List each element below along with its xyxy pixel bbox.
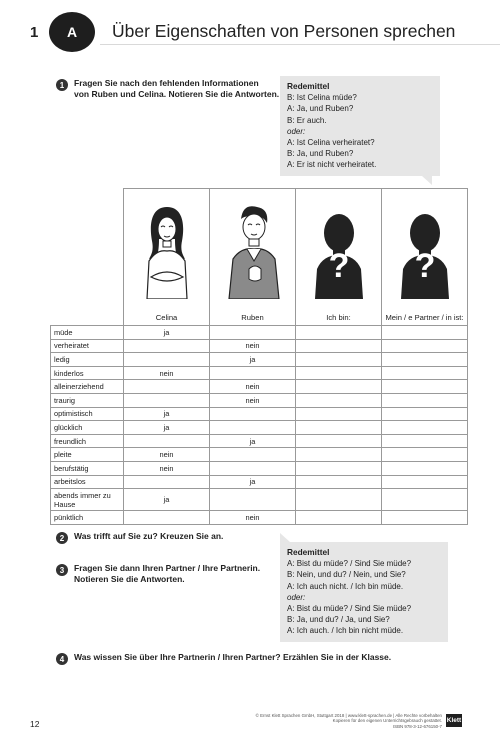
table-row <box>51 448 468 462</box>
row-label: pleite <box>51 448 124 462</box>
cell-partner[interactable] <box>382 393 468 407</box>
row-label: müde <box>51 326 124 340</box>
cell-celina <box>124 380 210 394</box>
task-instruction: Fragen Sie dann Ihren Partner / Ihre Partnerin. Notieren Sie die Antworten. <box>74 563 261 584</box>
page-title: Über Eigenschaften von Personen sprechen <box>112 21 456 41</box>
cell-partner[interactable] <box>382 489 468 511</box>
task-instruction: Was wissen Sie über Ihre Partnerin / Ihren Partner? Erzählen Sie in der Klasse. <box>74 652 392 662</box>
cell-ich[interactable] <box>296 461 382 475</box>
cell-ich[interactable] <box>296 353 382 367</box>
cell-ich[interactable] <box>296 393 382 407</box>
column-header-partner: Mein / e Partner / in ist: <box>382 311 468 326</box>
row-label: kinderlos <box>51 366 124 380</box>
row-label: berufstätig <box>51 461 124 475</box>
cell-ich[interactable] <box>296 475 382 489</box>
cell-celina <box>124 511 210 525</box>
properties-table <box>50 188 468 525</box>
chapter-number: 1 <box>30 24 39 41</box>
cell-partner[interactable] <box>382 380 468 394</box>
cell-celina <box>124 475 210 489</box>
cell-ich[interactable] <box>296 511 382 525</box>
column-header-celina: Celina <box>124 311 210 326</box>
cell-partner[interactable] <box>382 353 468 367</box>
cell-ich[interactable] <box>296 489 382 511</box>
task-number-badge: 4 <box>56 653 68 665</box>
copyright-notice: © Ernst Klett Sprachen GmbH, Stuttgart 2018 | www.klett-sprachen.de | Alle Rechte vorbehalten Kopieren für den eigenen Unterrichtsgebrauch gestattet. ISBN 978-3-12-676150-7 <box>255 713 442 729</box>
cell-ruben <box>210 366 296 380</box>
cell-ich[interactable] <box>296 326 382 340</box>
table-row <box>51 393 468 407</box>
cell-celina <box>124 353 210 367</box>
task-number-badge: 2 <box>56 532 68 544</box>
cell-ruben <box>210 461 296 475</box>
table-row <box>51 475 468 489</box>
cell-ruben: ja <box>210 353 296 367</box>
row-label: traurig <box>51 393 124 407</box>
table-row <box>51 434 468 448</box>
cell-celina: nein <box>124 448 210 462</box>
cell-ruben <box>210 326 296 340</box>
table-row <box>51 353 468 367</box>
cell-ruben <box>210 421 296 435</box>
task-number-badge: 3 <box>56 564 68 576</box>
celina-illustration <box>124 189 210 311</box>
row-label: glücklich <box>51 421 124 435</box>
question-mark-icon: ? <box>414 246 435 285</box>
klett-logo: Klett <box>446 714 462 727</box>
table-row <box>51 489 468 511</box>
cell-partner[interactable] <box>382 511 468 525</box>
row-label: optimistisch <box>51 407 124 421</box>
cell-celina: nein <box>124 366 210 380</box>
cell-celina: ja <box>124 326 210 340</box>
cell-ruben: ja <box>210 475 296 489</box>
cell-celina <box>124 339 210 353</box>
cell-ruben: nein <box>210 393 296 407</box>
row-label: abends immer zu Hause <box>51 489 124 511</box>
cell-celina: ja <box>124 489 210 511</box>
task-4 <box>56 652 391 665</box>
cell-partner[interactable] <box>382 434 468 448</box>
ruben-illustration <box>210 189 296 311</box>
cell-ich[interactable] <box>296 434 382 448</box>
column-header-ruben: Ruben <box>210 311 296 326</box>
row-label: alleinerziehend <box>51 380 124 394</box>
table-row <box>51 380 468 394</box>
cell-partner[interactable] <box>382 475 468 489</box>
row-label: arbeitslos <box>51 475 124 489</box>
cell-ich[interactable] <box>296 421 382 435</box>
cell-ich[interactable] <box>296 339 382 353</box>
row-label: verheiratet <box>51 339 124 353</box>
cell-ruben <box>210 448 296 462</box>
task-2 <box>56 531 223 544</box>
cell-ich[interactable] <box>296 448 382 462</box>
table-row <box>51 339 468 353</box>
question-mark-icon: ? <box>328 246 349 285</box>
cell-celina <box>124 434 210 448</box>
cell-partner[interactable] <box>382 339 468 353</box>
cell-ruben: nein <box>210 511 296 525</box>
cell-partner[interactable] <box>382 461 468 475</box>
speech-bubble-tail <box>280 533 290 542</box>
cell-ruben: ja <box>210 434 296 448</box>
silhouette-partner <box>382 189 468 311</box>
row-label: freundlich <box>51 434 124 448</box>
task-number-badge: 1 <box>56 79 68 91</box>
row-label: pünktlich <box>51 511 124 525</box>
cell-partner[interactable] <box>382 421 468 435</box>
table-row <box>51 407 468 421</box>
column-header-ich: Ich bin: <box>296 311 382 326</box>
cell-ich[interactable] <box>296 380 382 394</box>
cell-celina <box>124 393 210 407</box>
cell-partner[interactable] <box>382 448 468 462</box>
cell-partner[interactable] <box>382 366 468 380</box>
cell-ruben <box>210 489 296 511</box>
cell-ruben: nein <box>210 380 296 394</box>
redemittel-heading: Redemittel <box>287 81 330 91</box>
cell-ruben <box>210 407 296 421</box>
cell-partner[interactable] <box>382 326 468 340</box>
redemittel-heading: Redemittel <box>287 547 330 557</box>
cell-celina: ja <box>124 407 210 421</box>
task-3 <box>56 563 260 585</box>
row-label: ledig <box>51 353 124 367</box>
cell-ruben: nein <box>210 339 296 353</box>
table-row <box>51 366 468 380</box>
task-instruction: Was trifft auf Sie zu? Kreuzen Sie an. <box>74 531 224 541</box>
cell-ich[interactable] <box>296 366 382 380</box>
silhouette-ich <box>296 189 382 311</box>
speech-bubble-tail <box>422 176 432 185</box>
table-row <box>51 421 468 435</box>
redemittel-box-2: Redemittel A: Bist du müde? / Sind Sie müde? B: Nein, und du? / Nein, und Sie? A: Ich auch nicht. / Ich bin müde. oder: A: Bist du müde? / Sind Sie müde? B: Ja, und du? / Ja, und Sie? A: Ich auch. / Ich bin nicht müde. <box>280 533 448 642</box>
cell-partner[interactable] <box>382 407 468 421</box>
table-row <box>51 511 468 525</box>
cell-celina: nein <box>124 461 210 475</box>
cell-ich[interactable] <box>296 407 382 421</box>
title-divider <box>100 44 500 45</box>
page-number: 12 <box>30 719 40 729</box>
table-row <box>51 326 468 340</box>
table-row <box>51 461 468 475</box>
cell-celina: ja <box>124 421 210 435</box>
task-1 <box>56 78 279 100</box>
task-instruction: Fragen Sie nach den fehlenden Informationen von Ruben und Celina. Notieren Sie die Antworten. <box>74 78 280 99</box>
section-badge: A <box>49 12 95 52</box>
redemittel-box-1: Redemittel B: Ist Celina müde? A: Ja, und Ruben? B: Er auch. oder: A: Ist Celina verheiratet? B: Ja, und Ruben? A: Er ist nicht verheiratet. <box>280 76 440 185</box>
